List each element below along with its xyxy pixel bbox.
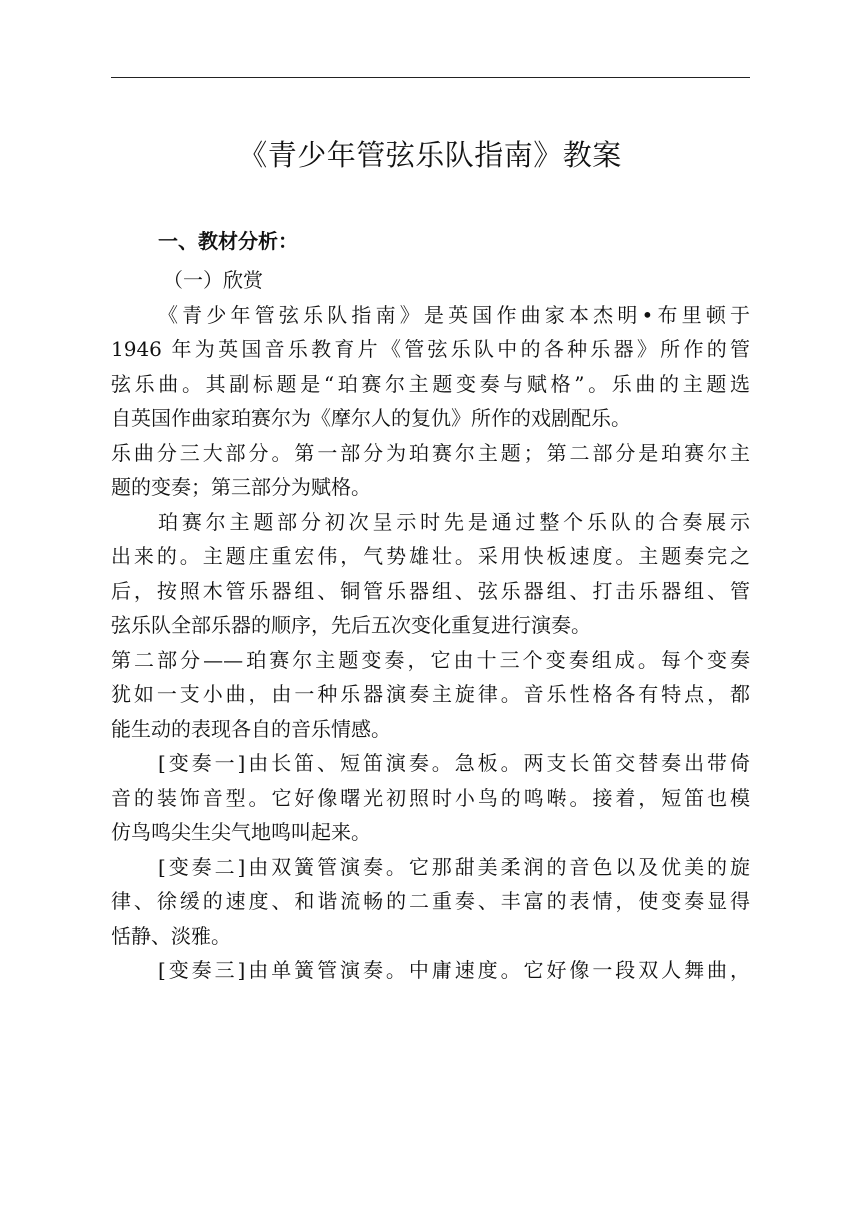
text-line: 恬静、淡雅。 xyxy=(111,923,231,948)
body-text xyxy=(111,263,750,988)
text-line: 音的装饰音型。它好像曙光初照时小鸟的鸣啭。接着，短笛也模 xyxy=(111,785,750,810)
text-line: 仿鸟鸣尖生尖气地鸣叫起来。 xyxy=(111,820,371,844)
text-line: 自英国作曲家珀赛尔为《摩尔人的复仇》所作的戏剧配乐。 xyxy=(111,406,631,430)
text-line: [变奏二]由双簧管演奏。它那甜美柔润的音色以及优美的旋 xyxy=(158,854,750,879)
text-line: 第二部分——珀赛尔主题变奏，它由十三个变奏组成。每个变奏 xyxy=(111,647,750,672)
text-line: [变奏一]由长笛、短笛演奏。急板。两支长笛交替奏出带倚 xyxy=(158,751,750,775)
text-line: 珀赛尔主题部分初次呈示时先是通过整个乐队的合奏展示 xyxy=(158,509,750,534)
text-line: 乐曲分三大部分。第一部分为珀赛尔主题；第二部分是珀赛尔主 xyxy=(111,440,750,465)
text-line: 能生动的表现各自的音乐情感。 xyxy=(111,716,391,741)
text-line: 犹如一支小曲，由一种乐器演奏主旋律。音乐性格各有特点，都 xyxy=(111,682,750,706)
text-line: 弦乐队全部乐器的顺序，先后五次变化重复进行演奏。 xyxy=(111,613,591,637)
text-line: （一）欣赏 xyxy=(163,268,263,292)
text-line: 1946 年为英国音乐教育片《管弦乐队中的各种乐器》所作的管 xyxy=(111,337,750,361)
text-line: 律、徐缓的速度、和谐流畅的二重奏、丰富的表情，使变奏显得 xyxy=(111,889,750,913)
text-line: 弦乐曲。其副标题是“珀赛尔主题变奏与赋格”。乐曲的主题选 xyxy=(111,371,750,396)
text-line: 题的变奏；第三部分为赋格。 xyxy=(111,475,371,499)
document-title: 《青少年管弦乐队指南》教案 xyxy=(238,138,622,172)
section-heading: 一、教材分析： xyxy=(158,229,298,253)
text-line: 后，按照木管乐器组、铜管乐器组、弦乐器组、打击乐器组、管 xyxy=(111,578,750,603)
header-rule xyxy=(111,77,750,78)
text-line: 出来的。主题庄重宏伟，气势雄壮。采用快板速度。主题奏完之 xyxy=(111,544,750,568)
text-line: 《青少年管弦乐队指南》是英国作曲家本杰明•布里顿于 xyxy=(158,302,750,327)
text-line: [变奏三]由单簧管演奏。中庸速度。它好像一段双人舞曲， xyxy=(158,958,750,982)
